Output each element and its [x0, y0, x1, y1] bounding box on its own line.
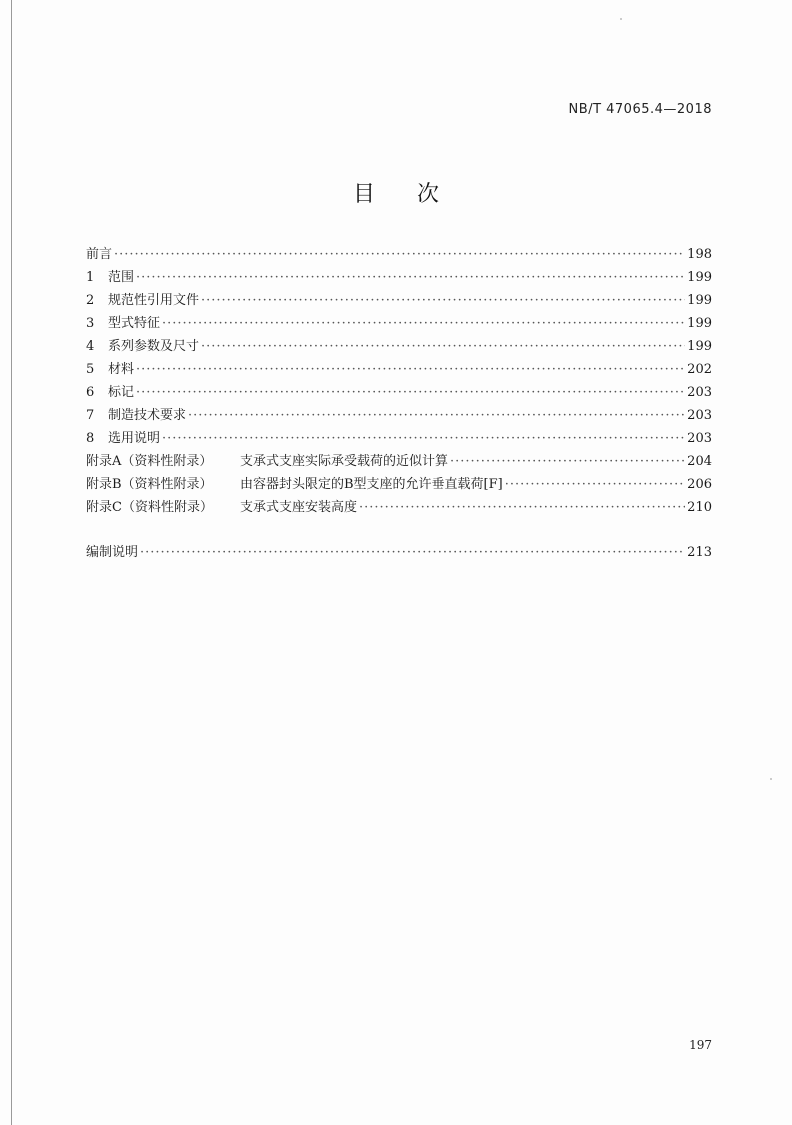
- toc-entry-number: 4: [86, 339, 95, 354]
- toc-entry-title: 标记: [108, 385, 135, 400]
- toc-leader-dots: [136, 270, 685, 285]
- toc-entry-appendix-a[interactable]: [86, 450, 712, 473]
- toc-leader-dots: [114, 247, 685, 262]
- toc-entry-title: 前言: [86, 247, 113, 262]
- standard-number: NB/T 47065.4—2018: [568, 102, 712, 117]
- toc-entry-type-features[interactable]: [86, 312, 712, 335]
- toc-entry-page: 202: [687, 362, 712, 377]
- toc-entry-page: 213: [687, 545, 712, 560]
- toc-entry-number: 5: [86, 362, 95, 377]
- toc-entry-title: 系列参数及尺寸: [108, 339, 200, 354]
- toc-entry-page: 210: [687, 500, 712, 515]
- toc-entry-page: 204: [687, 454, 712, 469]
- toc-entry-page: 203: [687, 408, 712, 423]
- toc-spacer: [86, 519, 712, 541]
- toc-entry-foreword[interactable]: [86, 243, 712, 266]
- toc-entry-marking[interactable]: [86, 381, 712, 404]
- toc-entry-page: 203: [687, 431, 712, 446]
- toc-entry-page: 199: [687, 293, 712, 308]
- toc-entry-appendix-c[interactable]: [86, 496, 712, 519]
- toc-entry-title: 支承式支座实际承受载荷的近似计算: [240, 454, 449, 469]
- toc-entry-page: 199: [687, 339, 712, 354]
- toc-entry-page: 198: [687, 247, 712, 262]
- toc-entry-title: 型式特征: [108, 316, 161, 331]
- toc-entry-number: 2: [86, 293, 95, 308]
- table-of-contents: [86, 243, 712, 564]
- toc-leader-dots: [136, 385, 685, 400]
- toc-entry-title: 支承式支座安装高度: [240, 500, 358, 515]
- toc-appendix-label: 附录A（资料性附录）: [86, 454, 213, 469]
- toc-entry-title: 由容器封头限定的B型支座的允许垂直载荷[F]: [240, 477, 503, 492]
- toc-entry-scope[interactable]: [86, 266, 712, 289]
- toc-entry-number: 3: [86, 316, 95, 331]
- toc-entry-title: 规范性引用文件: [108, 293, 200, 308]
- toc-entry-number: 8: [86, 431, 95, 446]
- toc-entry-page: 203: [687, 385, 712, 400]
- scan-speck: [770, 778, 772, 780]
- toc-leader-dots: [359, 500, 685, 515]
- toc-leader-dots: [136, 362, 685, 377]
- page-number: 197: [689, 1038, 712, 1052]
- toc-leader-dots: [162, 431, 685, 446]
- toc-leader-dots: [201, 339, 685, 354]
- toc-entry-compilation-notes[interactable]: [86, 541, 712, 564]
- toc-entry-title: 制造技术要求: [108, 408, 187, 423]
- scan-speck: [620, 18, 622, 20]
- toc-appendix-label: 附录C（资料性附录）: [86, 500, 213, 515]
- toc-title: 目次: [352, 182, 481, 207]
- toc-entry-title: 材料: [108, 362, 135, 377]
- toc-entry-title: 选用说明: [108, 431, 161, 446]
- toc-entry-number: 1: [86, 270, 95, 285]
- toc-entry-page: 199: [687, 316, 712, 331]
- toc-entry-title: 范围: [108, 270, 135, 285]
- toc-entry-appendix-b[interactable]: [86, 473, 712, 496]
- toc-entry-selection-notes[interactable]: [86, 427, 712, 450]
- toc-leader-dots: [140, 545, 685, 560]
- toc-entry-page: 206: [687, 477, 712, 492]
- toc-leader-dots: [450, 454, 685, 469]
- toc-entry-series-parameters[interactable]: [86, 335, 712, 358]
- toc-entry-number: 7: [86, 408, 95, 423]
- toc-entry-number: 6: [86, 385, 95, 400]
- toc-entry-materials[interactable]: [86, 358, 712, 381]
- toc-entry-normative-references[interactable]: [86, 289, 712, 312]
- toc-leader-dots: [505, 477, 685, 492]
- toc-leader-dots: [201, 293, 685, 308]
- toc-entry-title: 编制说明: [86, 545, 139, 560]
- toc-entry-page: 199: [687, 270, 712, 285]
- toc-leader-dots: [162, 316, 685, 331]
- toc-entry-manufacturing-requirements[interactable]: [86, 404, 712, 427]
- toc-appendix-label: 附录B（资料性附录）: [86, 477, 213, 492]
- scan-edge-line: [11, 0, 12, 1125]
- toc-leader-dots: [188, 408, 685, 423]
